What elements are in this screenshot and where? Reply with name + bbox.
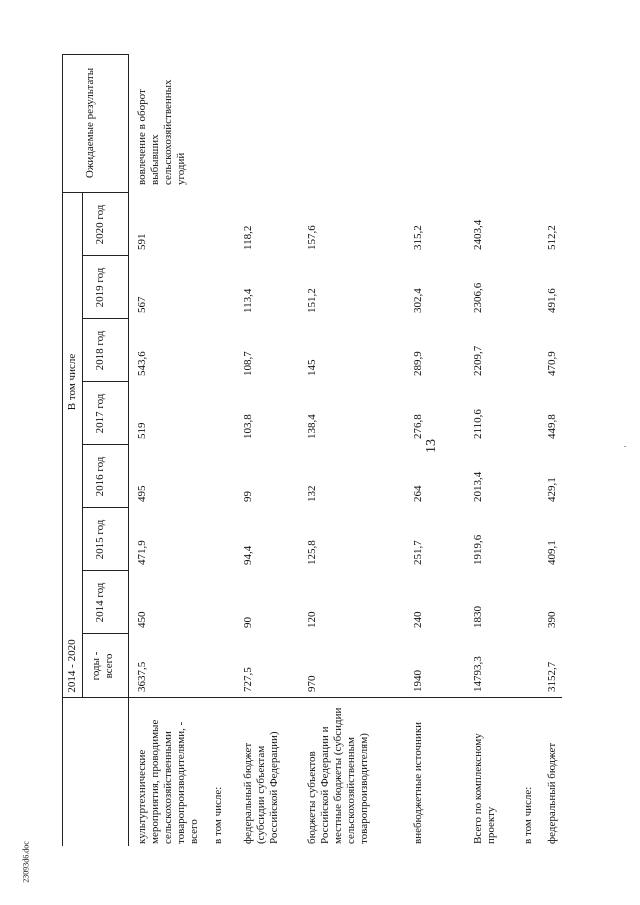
row-value-2017: 138,4: [306, 414, 318, 439]
row-label: Всего по комплексному проекту: [472, 733, 497, 844]
row-label: федеральный бюджет: [546, 742, 558, 844]
row-value-2019: 2306,6: [472, 282, 484, 313]
row-value-2017: 276,8: [412, 414, 424, 439]
row-value-2017: 449,8: [546, 414, 558, 439]
row-total: 3152,7: [546, 661, 558, 692]
row-value-2019: 302,4: [412, 288, 424, 313]
row-label: бюджеты субъектов Российской Федерации и местные бюджеты (субсидии сельскохозяйственным товаропроизводителям): [306, 707, 370, 844]
header-period-sub: годы - всего: [90, 651, 115, 681]
row-label: федеральный бюджет (субсидии субъектам Российской Федерации): [242, 731, 280, 844]
row-total: 14793,3: [472, 656, 484, 692]
row-value-2020: 157,6: [306, 225, 318, 250]
row-value-2020: 118,2: [242, 225, 254, 250]
col-divider-label: [62, 697, 562, 698]
table-right-line: [62, 54, 128, 55]
header-in-that-number: В том числе: [66, 353, 78, 411]
scan-speck: [624, 446, 626, 447]
footer-file-code: 23093d6.doc: [21, 841, 31, 883]
header-year-2017: 2017 год: [94, 393, 106, 434]
header-expected-results: Ожидаемые результаты: [84, 67, 96, 179]
row-value-2018: 108,7: [242, 351, 254, 376]
col-divider-year: [82, 444, 128, 445]
row-value-2018: 145: [306, 359, 318, 376]
col-divider-results: [62, 192, 128, 193]
header-year-2018: 2018 год: [94, 330, 106, 371]
row-total: 727,5: [242, 667, 254, 692]
header-period: 2014 - 2020: [66, 639, 78, 693]
row-value-2016: 132: [306, 485, 318, 502]
header-year-2016: 2016 год: [94, 456, 106, 497]
row-value-2017: 2110,6: [472, 409, 484, 439]
row-value-2017: 519: [136, 422, 148, 439]
budget-table: [62, 54, 562, 846]
col-divider-total: [82, 633, 128, 634]
row-expected-result: вовлечение в оборот выбывших сельскохозяйственных угодий: [136, 79, 187, 185]
row-value-2019: 491,6: [546, 288, 558, 313]
row-label: в том числе:: [212, 786, 224, 844]
row-value-2015: 251,7: [412, 540, 424, 565]
row-value-2018: 543,6: [136, 351, 148, 376]
row-value-2014: 240: [412, 611, 424, 628]
row-value-2015: 125,8: [306, 540, 318, 565]
row-value-2015: 94,4: [242, 545, 254, 565]
row-value-2014: 1830: [472, 606, 484, 628]
row-value-2016: 99: [242, 491, 254, 502]
col-divider-year: [82, 318, 128, 319]
row-label: в том числе:: [522, 786, 534, 844]
col-divider-year: [82, 570, 128, 571]
row-value-2019: 567: [136, 296, 148, 313]
row-value-2014: 120: [306, 611, 318, 628]
row-value-2016: 429,1: [546, 477, 558, 502]
row-total: 1940: [412, 670, 424, 692]
row-value-2018: 470,9: [546, 351, 558, 376]
row-value-2018: 289,9: [412, 351, 424, 376]
page-number: 13: [424, 439, 439, 453]
row-value-2019: 151,2: [306, 288, 318, 313]
header-year-2019: 2019 год: [94, 267, 106, 308]
row-value-2019: 113,4: [242, 288, 254, 313]
row-value-2014: 450: [136, 611, 148, 628]
row-label: внебюджетные источники: [412, 721, 424, 844]
row-value-2018: 2209,7: [472, 345, 484, 376]
col-divider-year: [82, 255, 128, 256]
header-year-2014: 2014 год: [94, 582, 106, 623]
row-total: 3637,5: [136, 661, 148, 692]
row-value-2014: 90: [242, 617, 254, 628]
row-value-2020: 2403,4: [472, 219, 484, 250]
row-total: 970: [306, 675, 318, 692]
row-value-2020: 591: [136, 233, 148, 250]
row-value-2014: 390: [546, 611, 558, 628]
row-value-2016: 2013,4: [472, 471, 484, 502]
row-value-2020: 315,2: [412, 225, 424, 250]
header-year-2020: 2020 год: [94, 204, 106, 245]
row-value-2016: 264: [412, 485, 424, 502]
col-divider-year: [82, 507, 128, 508]
row-value-2015: 471,9: [136, 540, 148, 565]
row-value-2020: 512,2: [546, 225, 558, 250]
row-value-2016: 495: [136, 485, 148, 502]
row-value-2015: 1919,6: [472, 534, 484, 565]
header-year-2015: 2015 год: [94, 519, 106, 560]
header-sub-line: [82, 193, 83, 698]
col-divider-year: [82, 381, 128, 382]
row-value-2017: 103,8: [242, 414, 254, 439]
row-label: культуртехнические мероприятия, проводимые сельскохозяйственными товаропроизводителями, - всего: [136, 719, 200, 844]
header-bottom-line: [128, 54, 129, 846]
table-top-line: [62, 54, 63, 846]
row-value-2015: 409,1: [546, 540, 558, 565]
